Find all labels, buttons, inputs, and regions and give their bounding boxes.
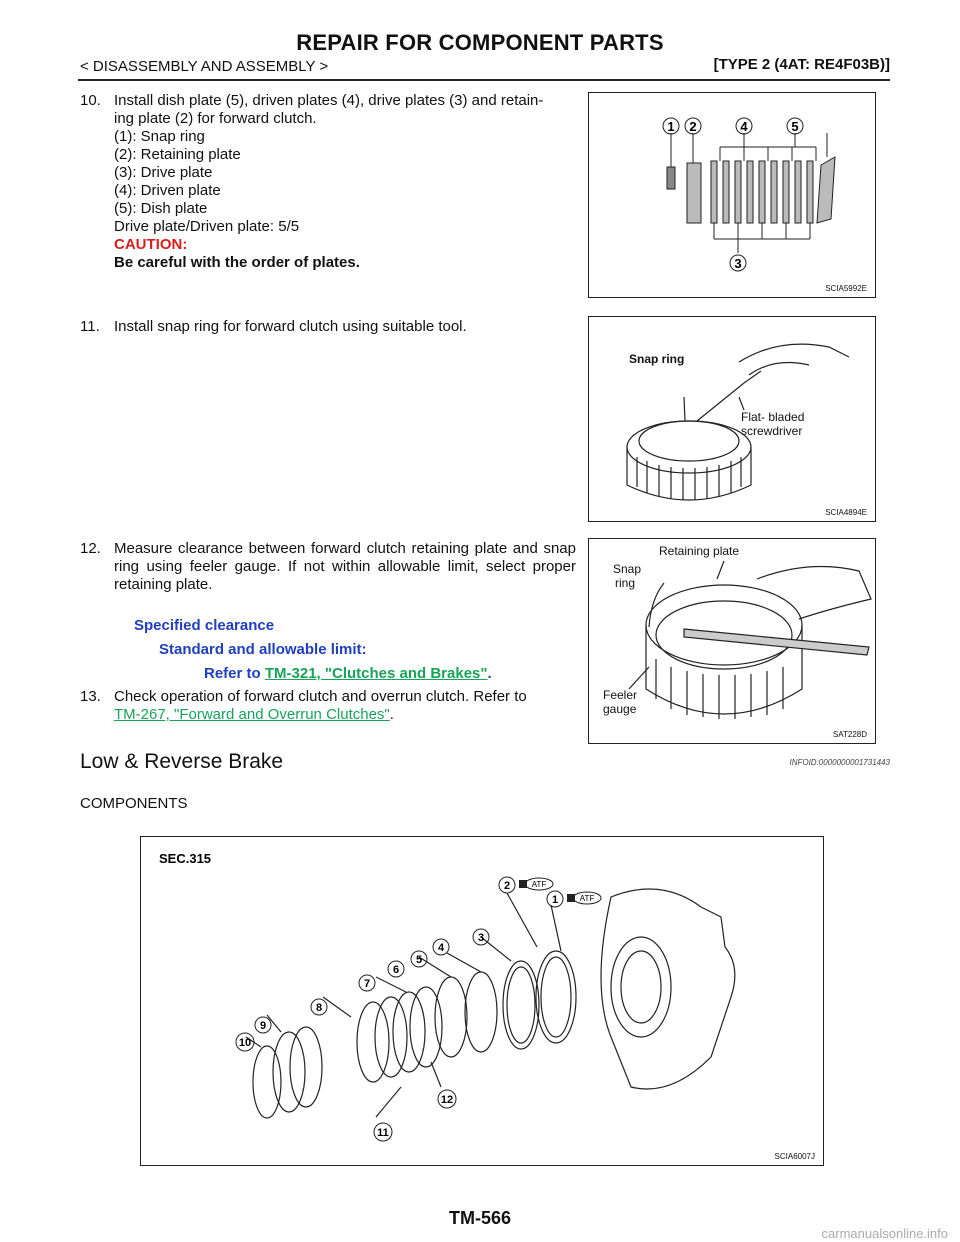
- callout-1: 1: [551, 894, 559, 906]
- figure-snap-ring-install: [588, 316, 876, 522]
- snap-label-line1: Snap: [613, 562, 642, 576]
- page-title: REPAIR FOR COMPONENT PARTS: [296, 30, 664, 55]
- feeler-label-line1: Feeler: [603, 688, 638, 702]
- step-13: 13. Check operation of forward clutch and overrun clutch. Refer to TM-267, "Forward and Overrun Clutches".: [80, 688, 527, 723]
- section-code: SEC.315: [159, 851, 212, 866]
- spec-block: [134, 614, 574, 686]
- link-clutches-brakes[interactable]: TM-321, "Clutches and Brakes": [264, 665, 488, 682]
- figure-id: SCIA5992E: [825, 284, 867, 293]
- spec-refer: Refer to TM-321, "Clutches and Brakes".: [204, 665, 492, 682]
- step-11: 11. Install snap ring for forward clutch using suitable tool.: [80, 318, 467, 335]
- transmission-type: [TYPE 2 (4AT: RE4F03B)]: [713, 56, 890, 73]
- legend-item: (2): Retaining plate: [114, 146, 241, 163]
- callout-6: 6: [392, 964, 400, 976]
- spec-title: Specified clearance: [134, 617, 275, 634]
- watermark: carmanualsonline.info: [821, 1226, 948, 1241]
- callout-4: 4: [740, 119, 748, 134]
- callout-8: 8: [315, 1002, 323, 1014]
- atf-label: ATF: [579, 894, 595, 903]
- caution-title: CAUTION:: [114, 236, 188, 253]
- legend-item: (4): Driven plate: [114, 182, 221, 199]
- figure-feeler-gauge: [588, 538, 876, 744]
- callout-12: 12: [440, 1094, 454, 1106]
- snap-label-line2: ring: [615, 576, 636, 590]
- callout-2: 2: [503, 880, 511, 892]
- caution-text: Be careful with the order of plates.: [114, 254, 360, 271]
- figure-components: [140, 836, 824, 1166]
- feeler-label-line2: gauge: [603, 702, 637, 716]
- callout-5: 5: [415, 954, 423, 966]
- header-rule: [78, 79, 890, 81]
- link-forward-overrun[interactable]: TM-267, "Forward and Overrun Clutches": [114, 706, 390, 723]
- legend-item: (5): Dish plate: [114, 200, 208, 217]
- callout-10: 10: [238, 1037, 252, 1049]
- callout-11: 11: [377, 1127, 389, 1139]
- callout-9: 9: [259, 1020, 267, 1032]
- info-id: INFOID:0000000001731443: [789, 758, 890, 767]
- callout-1: 1: [667, 119, 675, 134]
- step-10: 10. Install dish plate (5), driven plates (4), drive plates (3) and retain- ing plate (2) for forward clutch. (1): Snap ring (2): Retaining plate (3): Drive plate (4): Driven plate (5): Dish plate Drive plate/Driven plate: 5/5 CAUTION: Be careful with the order of plates.: [80, 92, 576, 272]
- step-12: 12. Measure clearance between forward clutch retaining plate and snap ring using feeler gauge. If not within allowable limit, select proper retaining plate.: [80, 540, 576, 593]
- figure-id: SAT228D: [832, 730, 867, 739]
- atf-label: ATF: [531, 880, 547, 889]
- tool-label-line2: screwdriver: [741, 424, 803, 438]
- spec-limit: Standard and allowable limit:: [159, 641, 367, 658]
- section-breadcrumb: < DISASSEMBLY AND ASSEMBLY >: [80, 58, 329, 75]
- page-number: TM-566: [448, 1208, 511, 1228]
- legend-item: (3): Drive plate: [114, 164, 213, 181]
- callout-2: 2: [689, 119, 697, 134]
- figure-id: SCIA4894E: [825, 508, 867, 517]
- callout-3: 3: [734, 256, 742, 271]
- figure-plate-order: [588, 92, 876, 298]
- feeler-gauge-illustration: [589, 539, 877, 745]
- tool-label-line1: Flat- bladed: [741, 410, 805, 424]
- figure-id: SCIA6007J: [774, 1152, 815, 1161]
- callout-7: 7: [363, 978, 371, 990]
- callout-4: 4: [437, 942, 445, 954]
- plate-order-diagram: [589, 93, 877, 299]
- callout-3: 3: [477, 932, 485, 944]
- snap-ring-illustration: [589, 317, 877, 523]
- snap-ring-label: Snap ring: [629, 352, 685, 366]
- components-heading: COMPONENTS: [80, 795, 188, 812]
- legend-item: (1): Snap ring: [114, 128, 205, 145]
- plate-ratio: Drive plate/Driven plate: 5/5: [114, 218, 300, 235]
- retaining-plate-label: Retaining plate: [659, 544, 740, 558]
- section-title: Low & Reverse Brake: [80, 750, 284, 773]
- callout-5: 5: [791, 119, 799, 134]
- components-exploded-view: [141, 837, 825, 1167]
